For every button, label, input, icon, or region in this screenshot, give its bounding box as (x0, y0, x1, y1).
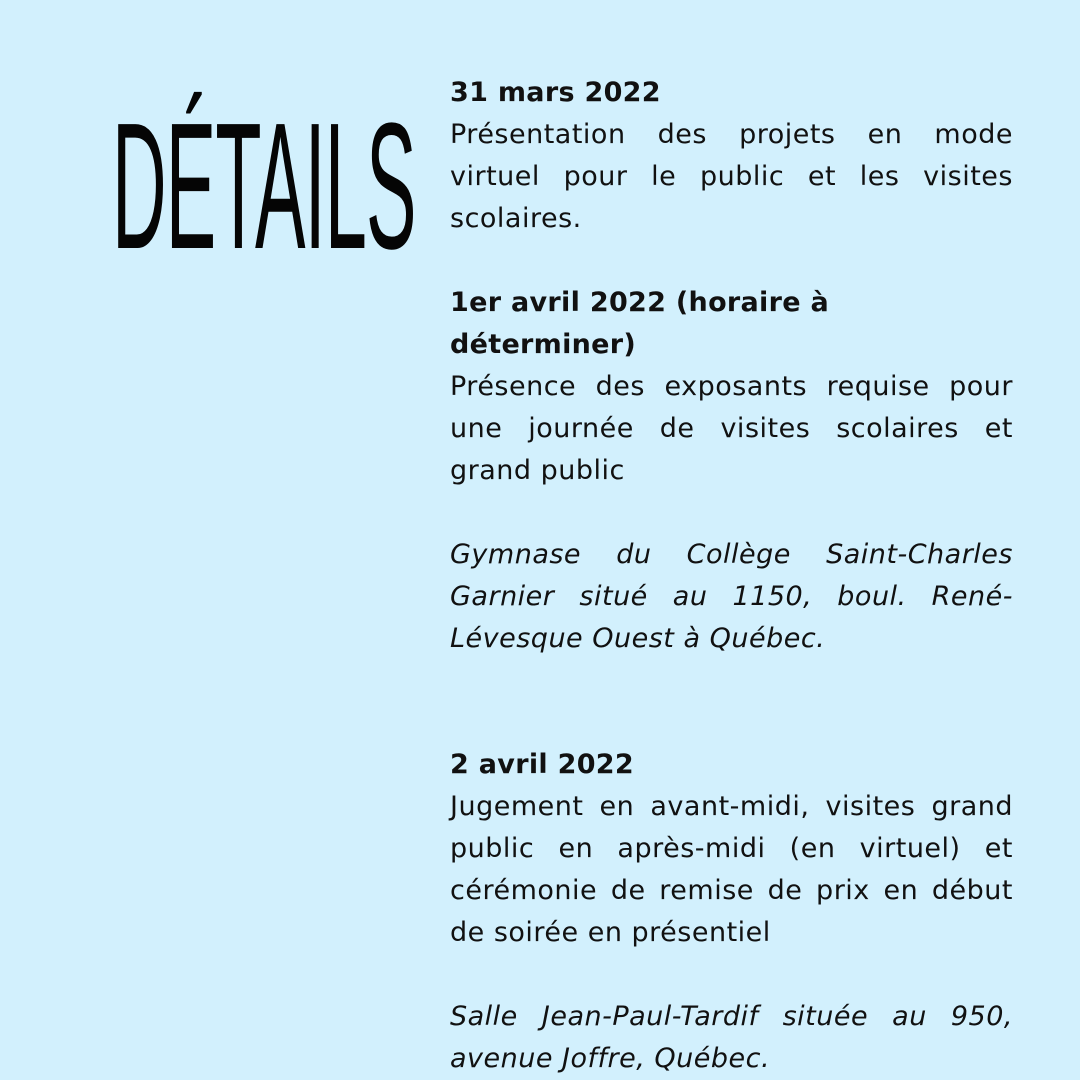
event-item (450, 282, 1013, 660)
event-location: Salle Jean-Paul-Tardif située au 950, avenue Joffre, Québec. (450, 1001, 1013, 1074)
event-item (450, 72, 1013, 240)
spacer (450, 240, 1013, 282)
event-description: Présence des exposants requise pour une journée de visites scolaires et grand public (450, 371, 1013, 486)
event-date: 2 avril 2022 (450, 749, 634, 780)
event-date: 31 mars 2022 (450, 77, 661, 108)
spacer (450, 660, 1013, 744)
spacer (450, 954, 1013, 996)
page-title: DÉTAILS (112, 86, 416, 287)
event-location: Gymnase du Collège Saint-Charles Garnier situé au 1150, boul. René-Lévesque Ouest à Québec. (450, 539, 1013, 654)
event-description: Jugement en avant-midi, visites grand public en après-midi (en virtuel) et cérémonie de remise de prix en début de soirée en présentiel (450, 791, 1013, 948)
event-date: 1er avril 2022 (horaire à déterminer) (450, 287, 830, 360)
event-item (450, 744, 1013, 1080)
event-description: Présentation des projets en mode virtuel pour le public et les visites scolaires. (450, 119, 1013, 234)
spacer (450, 492, 1013, 534)
event-details (450, 72, 1013, 1080)
